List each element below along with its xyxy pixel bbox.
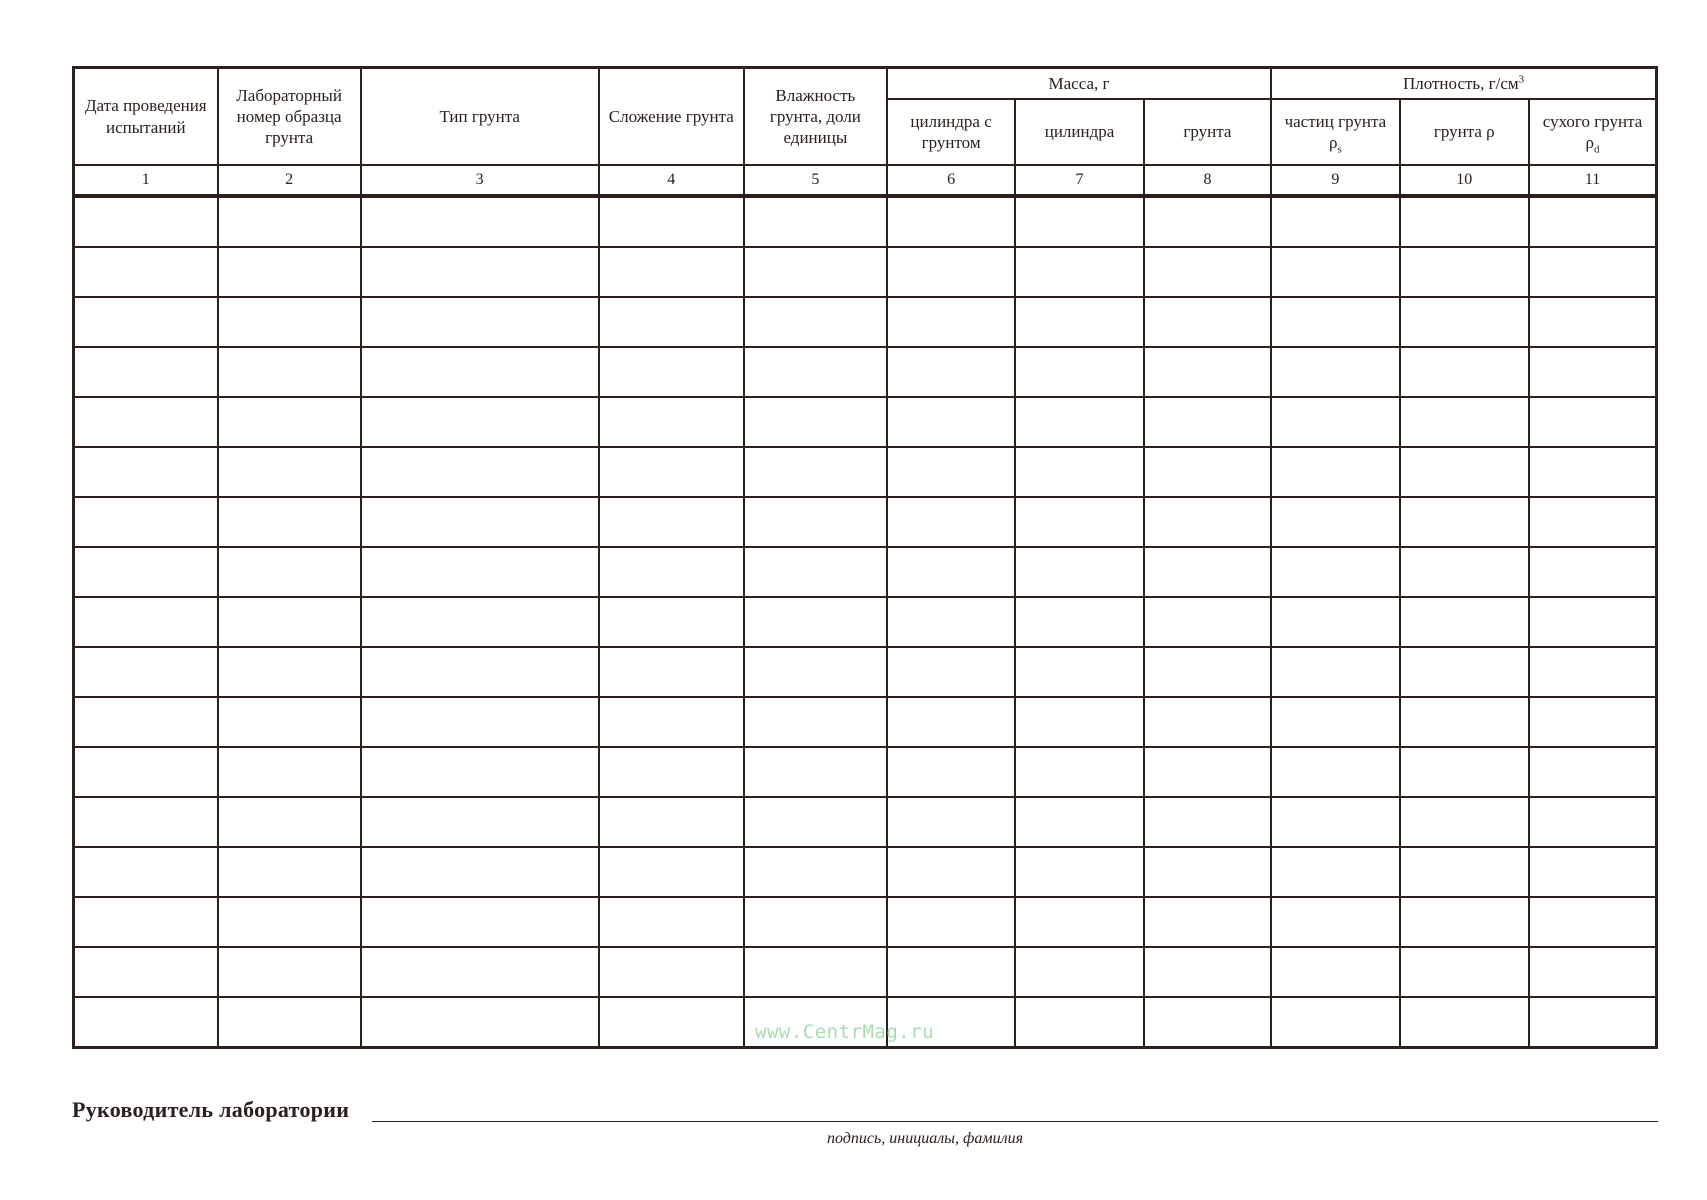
table-cell[interactable] xyxy=(599,847,744,897)
table-cell[interactable] xyxy=(887,947,1015,997)
lab-head-label: Руководитель лаборатории xyxy=(72,1097,350,1122)
watermark: www.CentrMag.ru xyxy=(755,1021,935,1043)
table-cell[interactable] xyxy=(361,747,599,797)
table-cell[interactable] xyxy=(599,947,744,997)
table-cell[interactable] xyxy=(218,797,361,847)
table-cell[interactable] xyxy=(887,997,1015,1048)
table-cell[interactable] xyxy=(1144,997,1271,1048)
table-cell[interactable] xyxy=(361,797,599,847)
table-row xyxy=(74,397,1657,447)
table-cell[interactable] xyxy=(1400,497,1529,547)
table-cell[interactable] xyxy=(1271,997,1399,1048)
table-header xyxy=(74,68,1657,197)
table-row xyxy=(74,747,1657,797)
table-cell[interactable] xyxy=(361,397,599,447)
table-cell[interactable] xyxy=(744,347,887,397)
table-cell[interactable] xyxy=(218,397,361,447)
table-cell[interactable] xyxy=(1400,847,1529,897)
table-cell[interactable] xyxy=(1144,297,1271,347)
table-cell[interactable] xyxy=(599,347,744,397)
table-cell[interactable] xyxy=(1400,547,1529,597)
table-cell[interactable] xyxy=(74,196,218,247)
table-cell[interactable] xyxy=(1400,297,1529,347)
density-particles-text: частиц грунта ρ xyxy=(1284,111,1387,152)
table-cell[interactable] xyxy=(74,447,218,497)
table-cell[interactable] xyxy=(1271,747,1399,797)
table-cell[interactable] xyxy=(599,647,744,697)
table-cell[interactable] xyxy=(1529,397,1656,447)
table-cell[interactable] xyxy=(74,497,218,547)
table-cell[interactable] xyxy=(361,847,599,897)
table-cell[interactable] xyxy=(361,347,599,397)
table-cell[interactable] xyxy=(887,647,1015,697)
table-row xyxy=(74,247,1657,297)
table-cell[interactable] xyxy=(1529,647,1656,697)
table-cell[interactable] xyxy=(74,947,218,997)
table-row xyxy=(74,547,1657,597)
table-cell[interactable] xyxy=(218,297,361,347)
table-cell[interactable] xyxy=(887,247,1015,297)
table-cell[interactable] xyxy=(887,597,1015,647)
table-cell[interactable] xyxy=(1271,247,1399,297)
table-cell[interactable] xyxy=(361,647,599,697)
table-cell[interactable] xyxy=(1400,247,1529,297)
table-cell[interactable] xyxy=(1015,447,1143,497)
table-cell[interactable] xyxy=(1271,897,1399,947)
table-cell[interactable] xyxy=(1271,847,1399,897)
column-number: 1 xyxy=(74,165,218,196)
table-row xyxy=(74,196,1657,247)
table-cell[interactable] xyxy=(599,797,744,847)
header-mass-cylinder-with-soil: цилиндра с грунтом xyxy=(887,99,1015,165)
table-cell[interactable] xyxy=(1144,697,1271,747)
table-cell[interactable] xyxy=(1271,697,1399,747)
table-cell[interactable] xyxy=(1144,597,1271,647)
table-cell[interactable] xyxy=(887,697,1015,747)
table-cell[interactable] xyxy=(361,447,599,497)
header-mass-cylinder: цилиндра xyxy=(1015,99,1143,165)
table-cell[interactable] xyxy=(1144,847,1271,897)
column-number-row xyxy=(74,165,1657,196)
table-cell[interactable] xyxy=(887,347,1015,397)
table-cell[interactable] xyxy=(1015,647,1143,697)
table-cell[interactable] xyxy=(218,997,361,1048)
density-dry-sub: d xyxy=(1594,143,1600,156)
signature-footer xyxy=(72,1097,1658,1157)
table-cell[interactable] xyxy=(887,297,1015,347)
table-cell[interactable] xyxy=(744,847,887,897)
table-cell[interactable] xyxy=(1015,347,1143,397)
column-number: 9 xyxy=(1271,165,1399,196)
table-cell[interactable] xyxy=(1271,196,1399,247)
table-cell[interactable] xyxy=(1271,347,1399,397)
table-cell[interactable] xyxy=(1400,747,1529,797)
table-cell[interactable] xyxy=(1015,947,1143,997)
table-row xyxy=(74,897,1657,947)
table-cell[interactable] xyxy=(1271,397,1399,447)
table-cell[interactable] xyxy=(1529,196,1656,247)
table-cell[interactable] xyxy=(1529,297,1656,347)
header-mass-soil: грунта xyxy=(1144,99,1271,165)
table-cell[interactable] xyxy=(74,897,218,947)
table-cell[interactable] xyxy=(1529,747,1656,797)
table-cell[interactable] xyxy=(744,647,887,697)
table-cell[interactable] xyxy=(744,947,887,997)
header-density-soil: грунта ρ xyxy=(1400,99,1529,165)
table-cell[interactable] xyxy=(887,196,1015,247)
table-cell[interactable] xyxy=(74,797,218,847)
table-cell[interactable] xyxy=(599,597,744,647)
table-cell[interactable] xyxy=(361,697,599,747)
table-cell[interactable] xyxy=(744,247,887,297)
table-cell[interactable] xyxy=(1529,247,1656,297)
table-cell[interactable] xyxy=(218,697,361,747)
table-cell[interactable] xyxy=(361,497,599,547)
table-cell[interactable] xyxy=(361,196,599,247)
table-cell[interactable] xyxy=(1144,397,1271,447)
table-cell[interactable] xyxy=(1144,547,1271,597)
table-cell[interactable] xyxy=(1144,947,1271,997)
table-cell[interactable] xyxy=(887,747,1015,797)
table-cell[interactable] xyxy=(599,897,744,947)
table-cell[interactable] xyxy=(744,447,887,497)
signature-caption: подпись, инициалы, фамилия xyxy=(827,1130,1023,1147)
table-cell[interactable] xyxy=(74,397,218,447)
table-cell[interactable] xyxy=(1400,797,1529,847)
table-row xyxy=(74,847,1657,897)
table-cell[interactable] xyxy=(1400,397,1529,447)
table-cell[interactable] xyxy=(1015,247,1143,297)
table-cell[interactable] xyxy=(1015,697,1143,747)
table-cell[interactable] xyxy=(361,897,599,947)
table-cell[interactable] xyxy=(1015,196,1143,247)
table-cell[interactable] xyxy=(218,547,361,597)
table-cell[interactable] xyxy=(1400,997,1529,1048)
header-density-dry xyxy=(1529,99,1656,165)
table-cell[interactable] xyxy=(1144,797,1271,847)
table-cell[interactable] xyxy=(361,547,599,597)
table-cell[interactable] xyxy=(1144,447,1271,497)
table-cell[interactable] xyxy=(1144,897,1271,947)
table-cell[interactable] xyxy=(887,447,1015,497)
header-soil-type: Тип грунта xyxy=(361,68,599,166)
table-cell[interactable] xyxy=(1015,897,1143,947)
table-cell[interactable] xyxy=(1144,347,1271,397)
table-cell[interactable] xyxy=(1144,247,1271,297)
table-cell[interactable] xyxy=(1015,997,1143,1048)
table-cell[interactable] xyxy=(1144,196,1271,247)
table-cell[interactable] xyxy=(218,597,361,647)
table-cell[interactable] xyxy=(1015,397,1143,447)
table-cell[interactable] xyxy=(361,997,599,1048)
density-group-text: Плотность, г/см xyxy=(1402,73,1519,93)
header-composition: Сложение грунта xyxy=(599,68,744,166)
table-cell[interactable] xyxy=(599,697,744,747)
table-cell[interactable] xyxy=(1015,747,1143,797)
table-cell[interactable] xyxy=(1271,947,1399,997)
table-cell[interactable] xyxy=(744,196,887,247)
table-cell[interactable] xyxy=(1529,447,1656,497)
table-row xyxy=(74,697,1657,747)
header-density-particles xyxy=(1271,99,1399,165)
table-body xyxy=(74,196,1657,1048)
table-cell[interactable] xyxy=(1529,547,1656,597)
table-cell[interactable] xyxy=(1015,297,1143,347)
table-cell[interactable] xyxy=(74,997,218,1048)
table-cell[interactable] xyxy=(599,497,744,547)
column-number: 2 xyxy=(218,165,361,196)
table-cell[interactable] xyxy=(361,297,599,347)
table-cell[interactable] xyxy=(1015,797,1143,847)
table-cell[interactable] xyxy=(1400,447,1529,497)
table-cell[interactable] xyxy=(74,547,218,597)
table-cell[interactable] xyxy=(74,647,218,697)
table-cell[interactable] xyxy=(1271,297,1399,347)
table-cell[interactable] xyxy=(74,847,218,897)
table-row xyxy=(74,997,1657,1048)
table-cell[interactable] xyxy=(1271,447,1399,497)
table-cell[interactable] xyxy=(74,747,218,797)
table-cell[interactable] xyxy=(1529,997,1656,1048)
table-row xyxy=(74,597,1657,647)
table-row xyxy=(74,797,1657,847)
table-cell[interactable] xyxy=(744,697,887,747)
table-cell[interactable] xyxy=(599,196,744,247)
table-row xyxy=(74,297,1657,347)
column-number: 7 xyxy=(1015,165,1143,196)
table-cell[interactable] xyxy=(1400,697,1529,747)
table-cell[interactable] xyxy=(1400,897,1529,947)
table-cell[interactable] xyxy=(218,647,361,697)
table-cell[interactable] xyxy=(599,447,744,497)
table-cell[interactable] xyxy=(361,247,599,297)
table-cell[interactable] xyxy=(1015,547,1143,597)
table-cell[interactable] xyxy=(1144,647,1271,697)
table-cell[interactable] xyxy=(599,747,744,797)
table-cell[interactable] xyxy=(74,297,218,347)
table-cell[interactable] xyxy=(1400,347,1529,397)
table-cell[interactable] xyxy=(744,547,887,597)
table-cell[interactable] xyxy=(218,247,361,297)
table-cell[interactable] xyxy=(599,397,744,447)
table-cell[interactable] xyxy=(1271,797,1399,847)
table-cell[interactable] xyxy=(1400,597,1529,647)
table-cell[interactable] xyxy=(1529,847,1656,897)
table-cell[interactable] xyxy=(1144,747,1271,797)
table-cell[interactable] xyxy=(599,297,744,347)
table-cell[interactable] xyxy=(599,547,744,597)
table-cell[interactable] xyxy=(887,547,1015,597)
table-row xyxy=(74,347,1657,397)
table-cell[interactable] xyxy=(1400,196,1529,247)
table-cell[interactable] xyxy=(1529,347,1656,397)
table-cell[interactable] xyxy=(744,297,887,347)
column-number: 11 xyxy=(1529,165,1656,196)
table-cell[interactable] xyxy=(218,447,361,497)
table-cell[interactable] xyxy=(1271,497,1399,547)
column-number: 5 xyxy=(744,165,887,196)
table-cell[interactable] xyxy=(1529,947,1656,997)
table-cell[interactable] xyxy=(887,797,1015,847)
header-lab-number: Лабораторный номер образца грунта xyxy=(218,68,361,166)
table-cell[interactable] xyxy=(361,597,599,647)
table-row xyxy=(74,947,1657,997)
table-cell[interactable] xyxy=(1529,597,1656,647)
density-particles-sub: s xyxy=(1337,143,1342,156)
column-number: 3 xyxy=(361,165,599,196)
table-cell[interactable] xyxy=(744,397,887,447)
journal-sheet xyxy=(72,66,1658,1049)
table-cell[interactable] xyxy=(887,847,1015,897)
signature-line xyxy=(372,1121,1658,1122)
table-cell[interactable] xyxy=(599,997,744,1048)
header-mass-group: Масса, г xyxy=(887,68,1271,100)
table-cell[interactable] xyxy=(218,947,361,997)
table-cell[interactable] xyxy=(1529,697,1656,747)
table-cell[interactable] xyxy=(1529,497,1656,547)
header-date: Дата проведения испытаний xyxy=(74,68,218,166)
table-cell[interactable] xyxy=(744,797,887,847)
table-row xyxy=(74,647,1657,697)
table-cell[interactable] xyxy=(1400,947,1529,997)
table-cell[interactable] xyxy=(1015,497,1143,547)
table-cell[interactable] xyxy=(1271,597,1399,647)
table-cell[interactable] xyxy=(218,897,361,947)
table-cell[interactable] xyxy=(1400,647,1529,697)
column-number: 10 xyxy=(1400,165,1529,196)
table-cell[interactable] xyxy=(1015,847,1143,897)
table-cell[interactable] xyxy=(744,897,887,947)
table-cell[interactable] xyxy=(218,347,361,397)
table-cell[interactable] xyxy=(218,747,361,797)
column-number: 4 xyxy=(599,165,744,196)
table-cell[interactable] xyxy=(1529,797,1656,847)
table-cell[interactable] xyxy=(887,897,1015,947)
table-cell[interactable] xyxy=(887,497,1015,547)
table-cell[interactable] xyxy=(218,196,361,247)
soil-density-table xyxy=(72,66,1658,1049)
header-moisture: Влажность грунта, доли единицы xyxy=(744,68,887,166)
table-cell[interactable] xyxy=(1271,547,1399,597)
table-cell[interactable] xyxy=(1015,597,1143,647)
table-cell[interactable] xyxy=(74,247,218,297)
column-number: 6 xyxy=(887,165,1015,196)
table-row xyxy=(74,497,1657,547)
table-cell[interactable] xyxy=(218,497,361,547)
table-cell[interactable] xyxy=(1144,497,1271,547)
header-density-group xyxy=(1271,68,1656,100)
density-group-sup: 3 xyxy=(1518,73,1525,86)
table-cell[interactable] xyxy=(218,847,361,897)
table-cell[interactable] xyxy=(744,497,887,547)
table-row xyxy=(74,447,1657,497)
column-number: 8 xyxy=(1144,165,1271,196)
table-cell[interactable] xyxy=(599,247,744,297)
table-cell[interactable] xyxy=(744,747,887,797)
table-cell[interactable] xyxy=(1271,647,1399,697)
table-cell[interactable] xyxy=(361,947,599,997)
table-cell[interactable] xyxy=(74,697,218,747)
density-dry-text: сухого грунта ρ xyxy=(1542,111,1643,152)
table-cell[interactable] xyxy=(744,597,887,647)
table-cell[interactable] xyxy=(74,347,218,397)
table-cell[interactable] xyxy=(744,997,887,1048)
table-cell[interactable] xyxy=(1529,897,1656,947)
table-cell[interactable] xyxy=(74,597,218,647)
table-cell[interactable] xyxy=(887,397,1015,447)
